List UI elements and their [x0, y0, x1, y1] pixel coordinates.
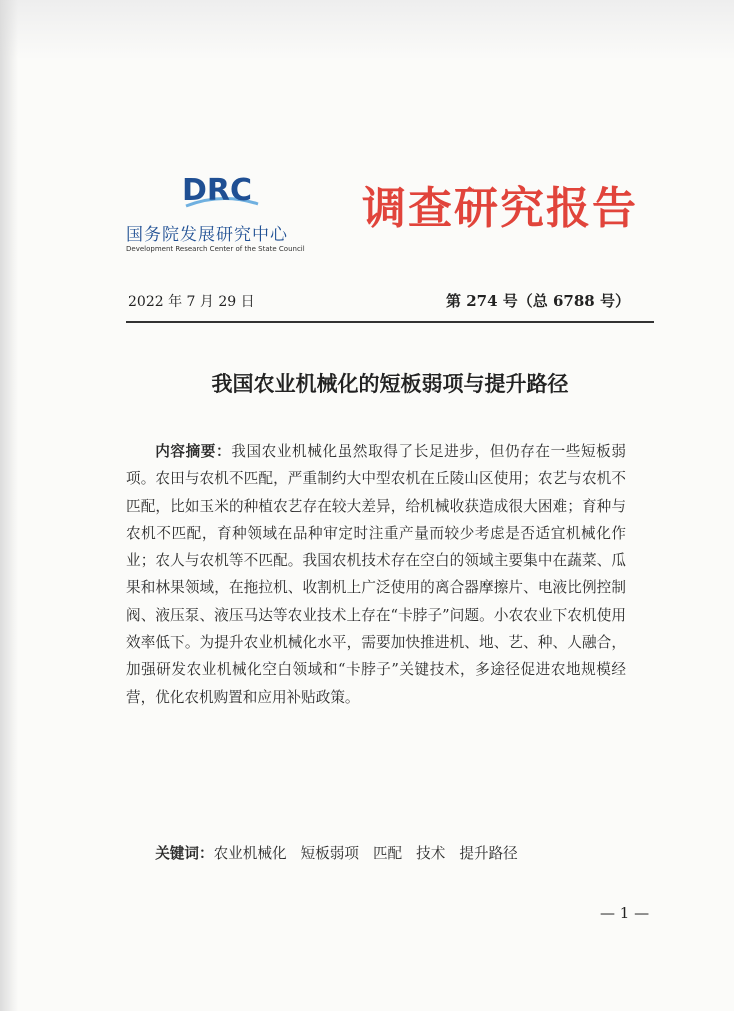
org-name-en: Development Research Center of the State Council [126, 245, 305, 253]
keyword: 短板弱项 [300, 845, 359, 862]
abstract-label: 内容摘要： [155, 443, 232, 460]
keyword: 技术 [416, 845, 446, 862]
keywords [126, 840, 626, 867]
abstract-text: 我国农业机械化虽然取得了长足进步，但仍存在一些短板弱项。农田与农机不匹配，严重制约大中型农机在丘陵山区使用；农艺与农机不匹配，比如玉米的种植农艺存在较大差异，给机械收获造成很大困难；育种与农机不匹配，育种领域在品种审定时注重产量而较少考虑是否适宜机械化作业；农人与农机等不匹配。我国农机技术存在空白的领域主要集中在蔬菜、瓜果和林果领域，在拖拉机、收割机上广泛使用的离合器摩擦片、电液比例控制阀、液压泵、液压马达等农业技术上存在“卡脖子”问题。小农农业下农机使用效率低下。为提升农业机械化水平，需要加快推进机、地、艺、种、人融合，加强研发农业机械化空白领域和“卡脖子”关键技术，多途径促进农地规模经营，优化农机购置和应用补贴政策。 [126, 443, 626, 706]
report-type-title: 调查研究报告 [362, 183, 638, 234]
header-divider [126, 321, 654, 323]
abstract [126, 438, 626, 711]
keyword: 匹配 [372, 845, 403, 862]
drc-logo-mark [182, 170, 262, 216]
logo-abbr: DRC [182, 173, 253, 208]
keywords-label: 关键词： [155, 845, 214, 862]
drc-logo [126, 170, 326, 260]
keyword: 提升路径 [459, 845, 518, 862]
issue-number: 第 274 号（总 6788 号） [446, 292, 630, 310]
report-date: 2022 年 7 月 29 日 [128, 294, 255, 310]
article-title: 我国农业机械化的短板弱项与提升路径 [211, 371, 569, 396]
page-number: — 1 — [600, 904, 650, 922]
org-name: 国务院发展研究中心 [126, 225, 288, 245]
scan-shadow-left [0, 0, 18, 1011]
scan-shadow-top [0, 0, 734, 60]
keyword: 农业机械化 [213, 845, 287, 862]
